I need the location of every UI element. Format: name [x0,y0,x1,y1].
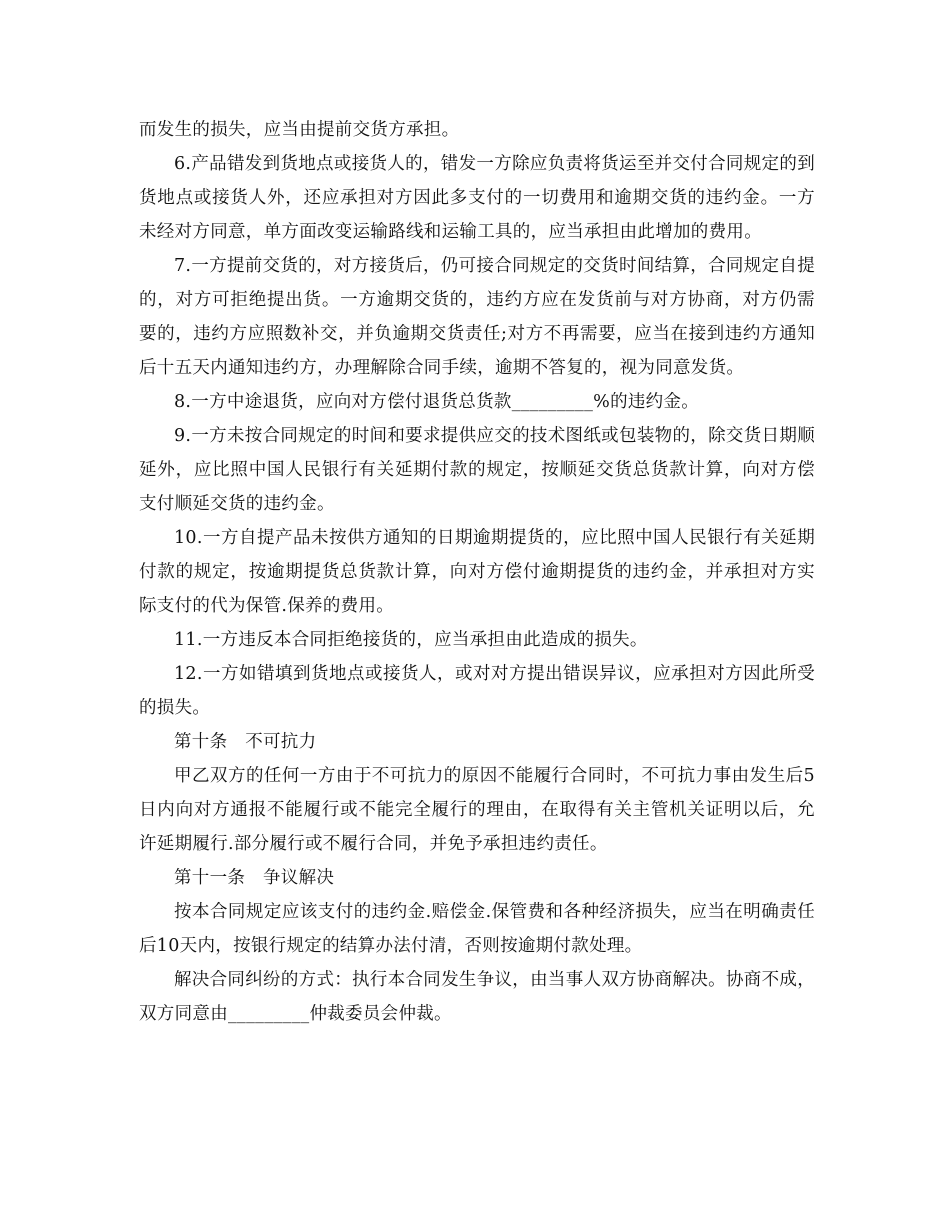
clause-9: 9.一方未按合同规定的时间和要求提供应交的技术图纸或包装物的，除交货日期顺延外，应比照中国人民银行有关延期付款的规定，按顺延交货总货款计算，向对方偿支付顺延交货的违约金。 [139,426,815,514]
clause-12: 12.一方如错填到货地点或接货人，或对对方提出错误异议，应承担对方因此所受的损失。 [139,664,815,718]
clause-6: 6.产品错发到货地点或接货人的，错发一方除应负责将货运至并交付合同规定的到货地点或接货人外，还应承担对方因此多支付的一切费用和逾期交货的违约金。一方未经对方同意，单方面改变运输路线和运输工具的，应当承担由此增加的费用。 [139,154,815,242]
section-heading-dispute-resolution: 第十一条 争议解决 [174,868,335,888]
section-heading-force-majeure: 第十条 不可抗力 [174,732,317,752]
document-body [139,113,815,1031]
paragraph-continuation: 而发生的损失，应当由提前交货方承担。 [139,120,460,140]
clause-7: 7.一方提前交货的，对方接货后，仍可接合同规定的交货时间结算，合同规定自提的，对方可拒绝提出货。一方逾期交货的，违约方应在发货前与对方协商，对方仍需要的，违约方应照数补交，并负逾期交货责任;对方不再需要，应当在接到违约方通知后十五天内通知违约方，办理解除合同手续，逾期不答复的，视为同意发货。 [139,256,815,378]
dispute-payment-text: 按本合同规定应该支付的违约金.赔偿金.保管费和各种经济损失，应当在明确责任后10天内，按银行规定的结算办法付清，否则按逾期付款处理。 [139,902,815,956]
clause-8: 8.一方中途退货，应向对方偿付退货总货款_________%的违约金。 [174,392,700,412]
clause-11: 11.一方违反本合同拒绝接货的，应当承担由此造成的损失。 [174,630,648,650]
dispute-method-text: 解决合同纠纷的方式：执行本合同发生争议，由当事人双方协商解决。协商不成，双方同意由_________仲裁委员会仲裁。 [139,970,815,1024]
force-majeure-text: 甲乙双方的任何一方由于不可抗力的原因不能履行合同时，不可抗力事由发生后5日内向对方通报不能履行或不能完全履行的理由，在取得有关主管机关证明以后，允许延期履行.部分履行或不履行合同，并免予承担违约责任。 [139,766,815,854]
clause-10: 10.一方自提产品未按供方通知的日期逾期提货的，应比照中国人民银行有关延期付款的规定，按逾期提货总货款计算，向对方偿付逾期提货的违约金，并承担对方实际支付的代为保管.保养的费用。 [139,528,815,616]
